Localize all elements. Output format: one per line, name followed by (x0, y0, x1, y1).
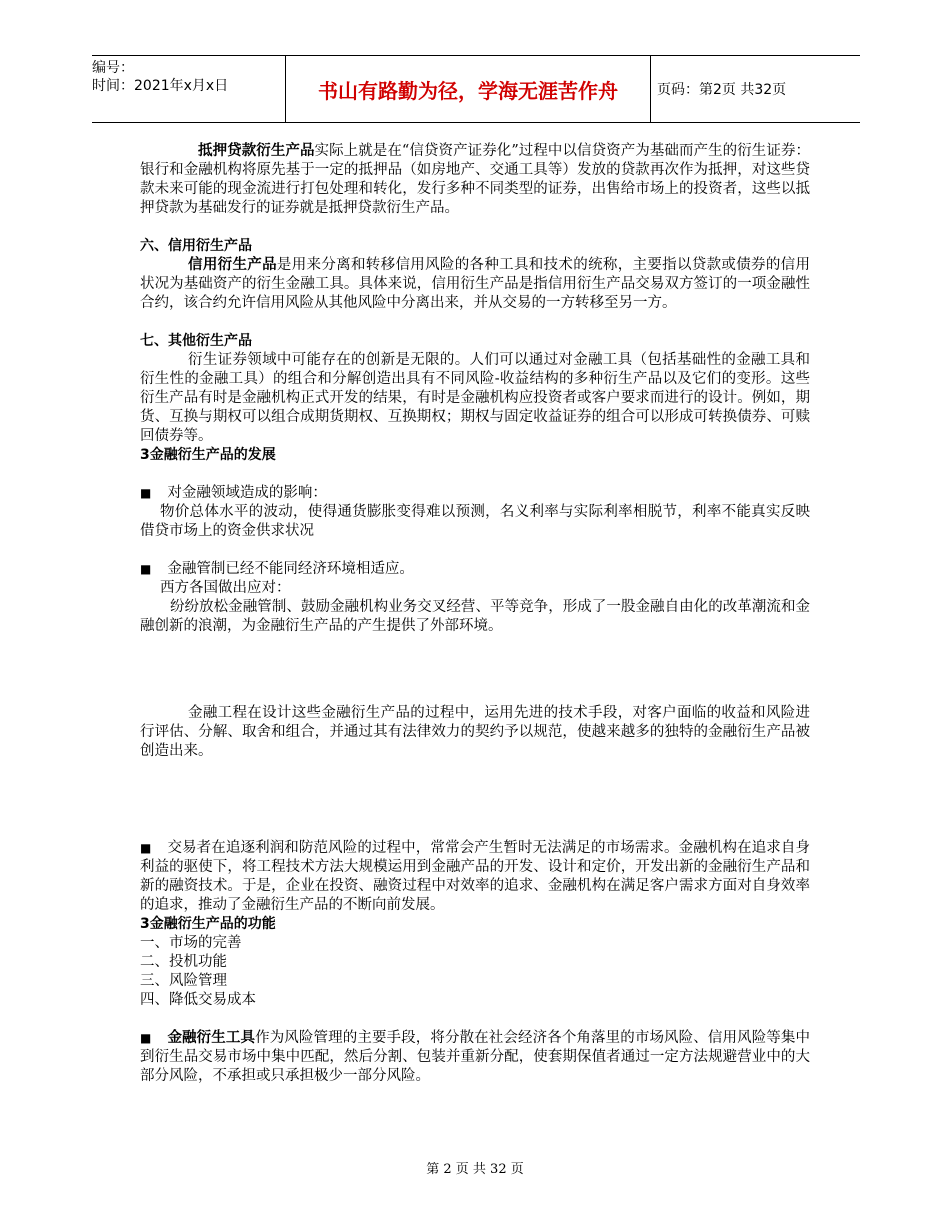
header-motto: 书山有路勤为径，学海无涯苦作舟 (285, 56, 651, 122)
header-page-label: 页码：第2页 共32页 (657, 82, 787, 98)
paragraph-deregulation: 纷纷放松金融管制、鼓励金融机构业务交叉经营、平等竞争，形成了一股金融自由化的改革潮流和金融创新的浪潮，为金融衍生产品的产生提供了外部环境。 (140, 599, 810, 634)
heading-functions: 3金融衍生产品的功能 (140, 916, 276, 932)
header-meta (92, 56, 284, 125)
paragraph-credit: 信用衍生产品是用来分离和转移信用风险的各种工具和技术的统称，主要指以贷款或债券的信用状况为基础资产的衍生金融工具。具体来说，信用衍生产品是指信用衍生产品交易双方签订的一项金融性合约，该合约允许信用风险从其他风险中分离出来，并从交易的一方转移至另一方。 (140, 257, 811, 311)
bullet-icon: ■ (140, 486, 152, 500)
function-item: 四、降低交易成本 (140, 992, 256, 1008)
function-item: 一、市场的完善 (140, 935, 242, 951)
function-item: 三、风险管理 (140, 973, 227, 989)
paragraph-other: 衍生证券领域中可能存在的创新是无限的。人们可以通过对金融工具（包括基础性的金融工具和衍生性的金融工具）的组合和分解创造出具有不同风险-收益结构的多种衍生产品以及它们的变形。这些衍生产品有时是金融机构正式开发的结果，有时是金融机构应投资者或客户要求而进行的设计。例如，期货、互换与期权可以组合成期货期权、互换期权；期权与固定收益证券的组合可以形成可转换债券、可赎回债券等。 (140, 352, 810, 444)
bullet-regulation: ■ 金融管制已经不能同经济环境相适应。 (140, 561, 414, 577)
page-header (92, 55, 860, 123)
bullet-instruments: ■ 金融衍生工具作为风险管理的主要手段，将分散在社会经济各个角落里的市场风险、信用风险等集中到衍生品交易市场中集中匹配，然后分割、包装并重新分配，使套期保值者通过一定方法规避营业中的大部分风险，不承担或只承担极少一部分风险。 (140, 1030, 811, 1084)
bullet-icon: ■ (140, 562, 152, 576)
paragraph-impact: 物价总体水平的波动，使得通货膨胀变得难以预测，名义利率与实际利率相脱节，利率不能真实反映借贷市场上的资金供求状况 (140, 504, 810, 539)
paragraph-engineering: 金融工程在设计这些金融衍生产品的过程中，运用先进的技术手段，对客户面临的收益和风险进行评估、分解、取舍和组合，并通过其有法律效力的契约予以规范，使越来越多的独特的金融衍生产品被创造出来。 (140, 705, 810, 759)
bullet-impact: ■ 对金融领域造成的影响： (140, 485, 327, 501)
heading-other-derivatives: 七、其他衍生产品 (140, 333, 252, 349)
number-label: 编号： (92, 60, 134, 76)
function-item: 二、投机功能 (140, 954, 227, 970)
bullet-icon: ■ (140, 841, 152, 855)
document-body (140, 142, 810, 1086)
paragraph-response-intro: 西方各国做出应对： (160, 580, 291, 596)
time-label: 时间：2021年x月x日 (92, 78, 229, 94)
heading-credit-derivatives: 六、信用衍生产品 (140, 238, 252, 254)
bullet-traders: ■ 交易者在追逐利润和防范风险的过程中，常常会产生暂时无法满足的市场需求。金融机构在追求自身利益的驱使下，将工程技术方法大规模运用到金融产品的开发、设计和定价，开发出新的金融衍生产品和新的融资技术。于是，企业在投资、融资过程中对效率的追求、金融机构在满足客户需求方面对自身效率的追求，推动了金融衍生产品的不断向前发展。 (140, 840, 810, 913)
paragraph-mortgage: 抵押贷款衍生产品实际上就是在“信贷资产证券化”过程中以信贷资产为基础而产生的衍生证券：银行和金融机构将原先基于一定的抵押品（如房地产、交通工具等）发放的贷款再次作为抵押，对这些贷款未来可能的现金流进行打包处理和转化，发行多种不同类型的证券，出售给市场上的投资者，这些以抵押贷款为基础发行的证券就是抵押贷款衍生产品。 (140, 143, 811, 216)
page-footer: 第 2 页 共 32 页 (426, 1162, 524, 1177)
bullet-icon: ■ (140, 1031, 152, 1045)
heading-development: 3金融衍生产品的发展 (140, 447, 276, 463)
